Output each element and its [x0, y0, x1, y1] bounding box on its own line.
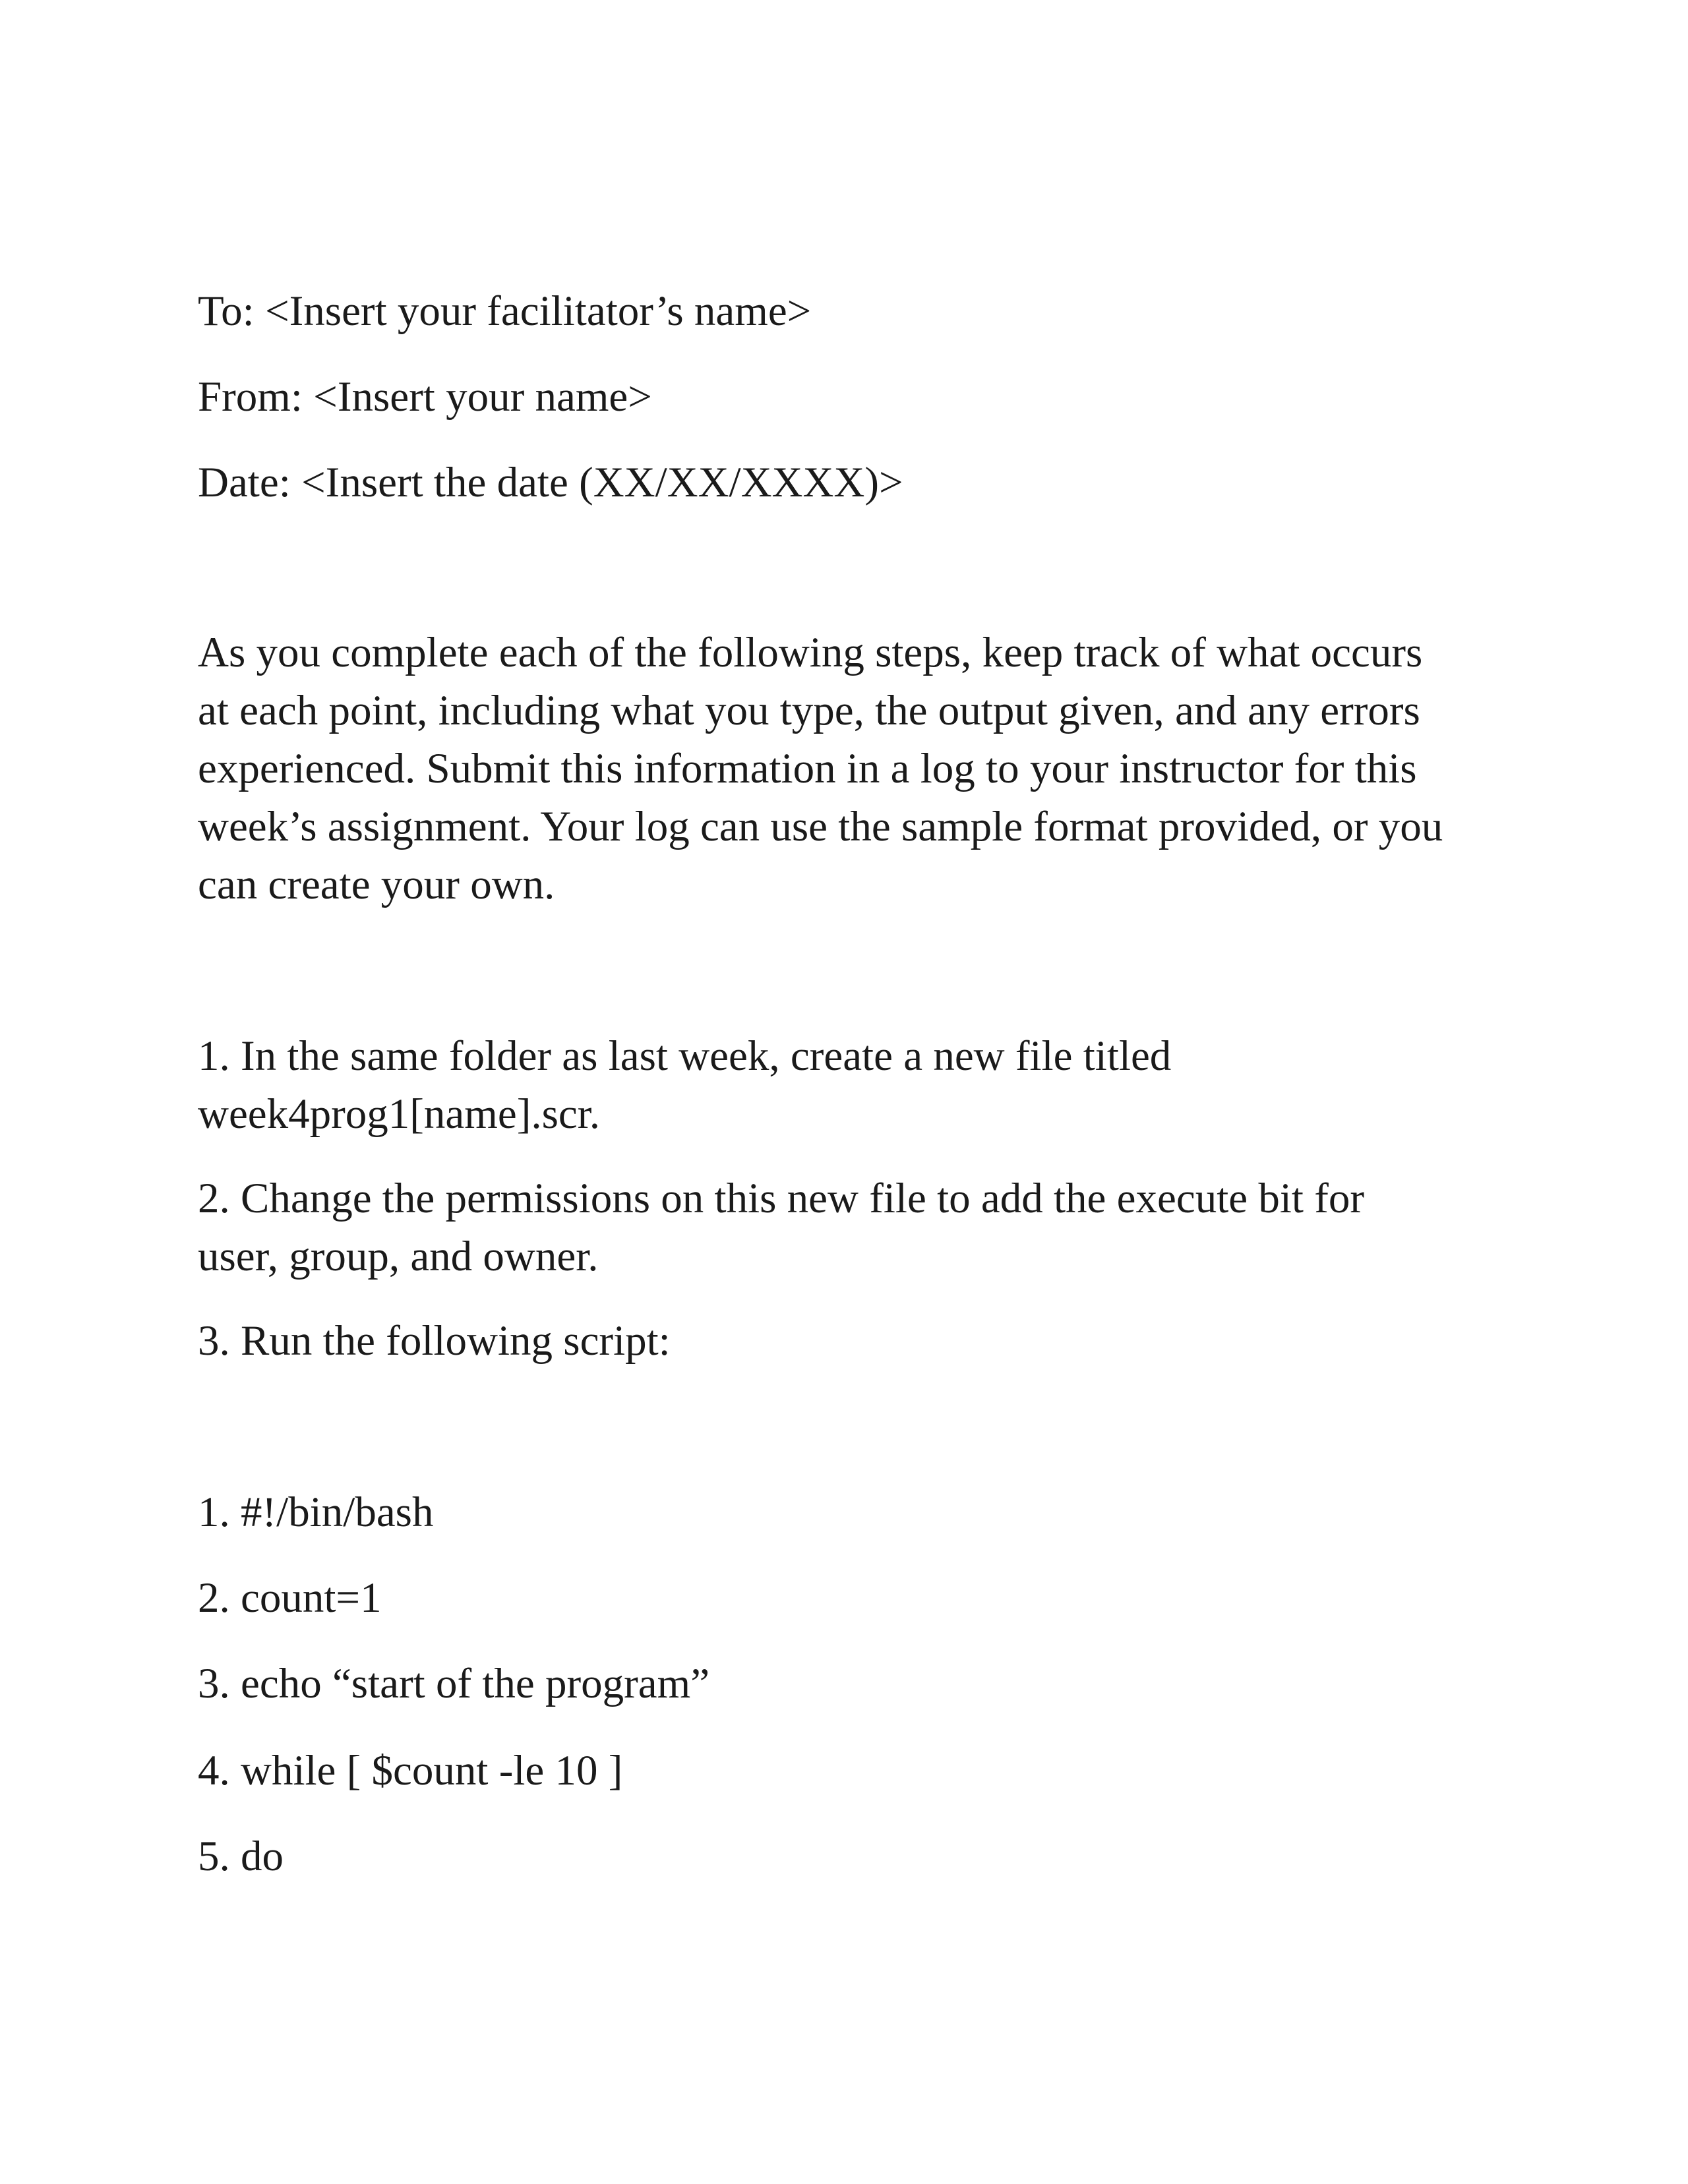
script-line: 3. echo “start of the program” — [198, 1660, 710, 1707]
script-line: 1. #!/bin/bash — [198, 1489, 434, 1536]
intro-line: week’s assignment. Your log can use the sample format provided, or you — [198, 803, 1443, 850]
intro-line: experienced. Submit this information in a log to your instructor for this — [198, 745, 1417, 792]
step-2-line: 2. Change the permissions on this new file to add the execute bit for — [198, 1175, 1365, 1222]
intro-line: at each point, including what you type, the output given, and any errors — [198, 687, 1420, 734]
memo-date: Date: <Insert the date (XX/XX/XXXX)> — [198, 459, 903, 506]
step-2-line: user, group, and owner. — [198, 1233, 599, 1280]
memo-to: To: <Insert your facilitator’s name> — [198, 287, 812, 335]
intro-line: As you complete each of the following steps, keep track of what occurs — [198, 629, 1423, 676]
memo-from: From: <Insert your name> — [198, 373, 652, 421]
step-1-line: week4prog1[name].scr. — [198, 1090, 601, 1138]
step-1-line: 1. In the same folder as last week, create a new file titled — [198, 1032, 1172, 1080]
script-line: 5. do — [198, 1833, 284, 1880]
intro-line: can create your own. — [198, 861, 555, 908]
script-line: 2. count=1 — [198, 1574, 382, 1622]
step-3-line: 3. Run the following script: — [198, 1317, 671, 1365]
script-line: 4. while [ $count -le 10 ] — [198, 1747, 623, 1794]
